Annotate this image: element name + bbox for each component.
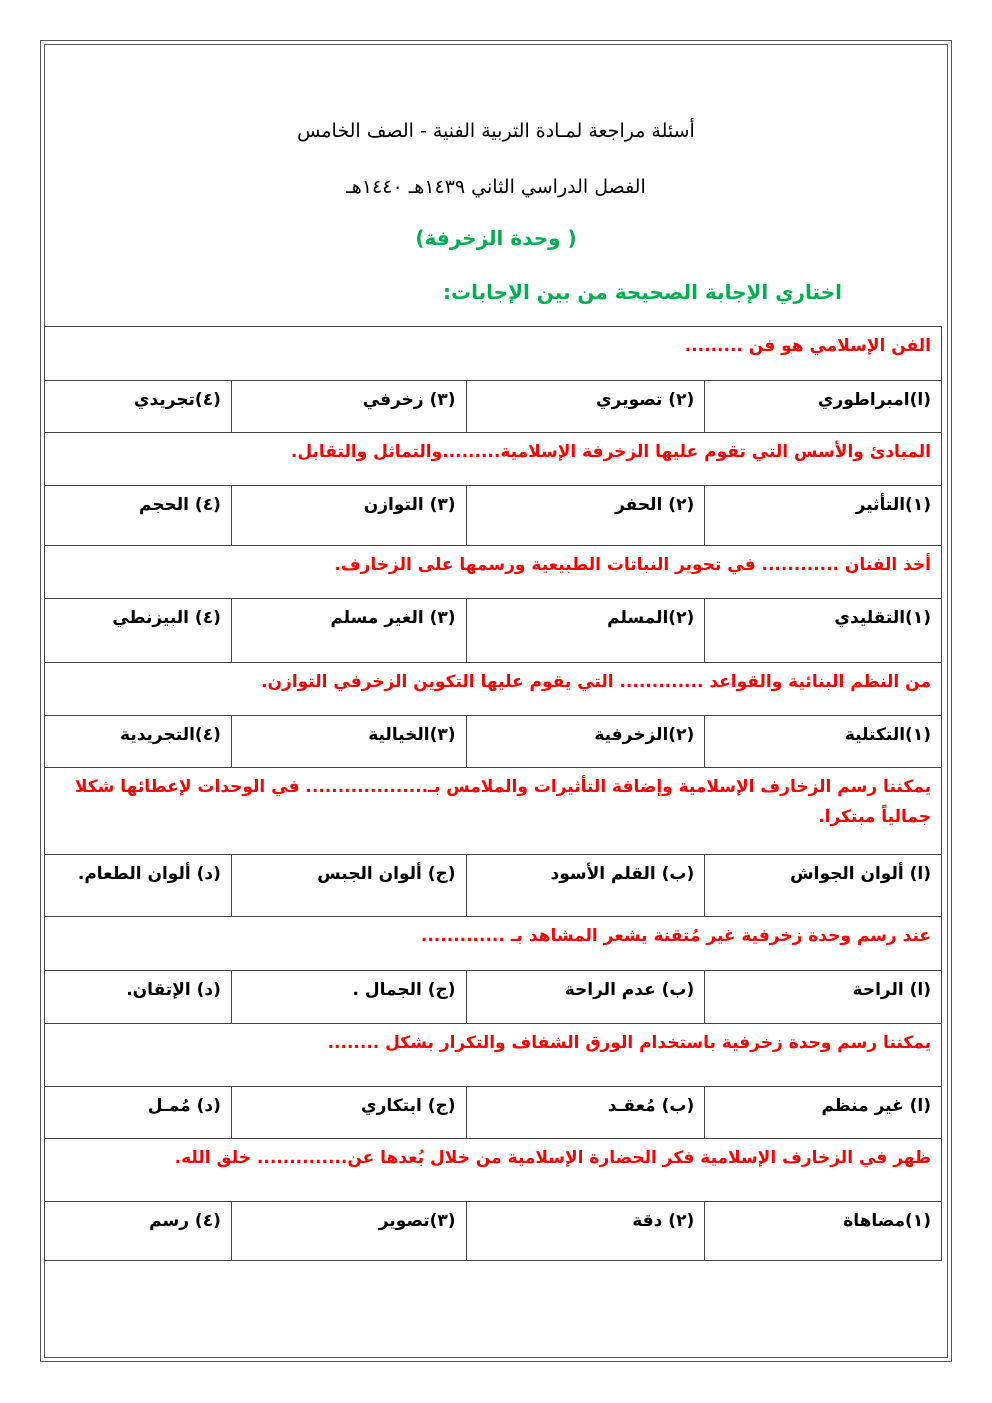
option-4[interactable]: (٤)تجريدي <box>45 381 232 433</box>
option-2[interactable]: (٢) الحفر <box>466 486 705 546</box>
option-1[interactable]: (ا) الراحة <box>705 971 942 1024</box>
option-1[interactable]: (ا) ألوان الجواش <box>705 855 942 917</box>
instruction-text: اختاري الإجابة الصحيحة من بين الإجابات: <box>443 280 842 304</box>
option-3[interactable]: (ج) الجمال . <box>231 971 466 1024</box>
question-row <box>45 1139 942 1202</box>
options-row <box>45 855 942 917</box>
option-2[interactable]: (ب) القلم الأسود <box>466 855 705 917</box>
option-3[interactable]: (٣) التوازن <box>231 486 466 546</box>
question-row <box>45 663 942 716</box>
options-row <box>45 971 942 1024</box>
option-3[interactable]: (ج) ألوان الجبس <box>231 855 466 917</box>
question-row <box>45 433 942 486</box>
option-4[interactable]: (٤) رسم <box>45 1202 232 1261</box>
option-1[interactable]: (ا) غير منظم <box>705 1087 942 1139</box>
options-row <box>45 1202 942 1261</box>
option-4[interactable]: (٤) الحجم <box>45 486 232 546</box>
semester-line: الفصل الدراسي الثاني ١٤٣٩هـ ١٤٤٠هـ <box>346 176 646 198</box>
question-text: عند رسم وحدة زخرفية غير مُتقنة يشعر المشاهد بـ ............. <box>45 917 942 971</box>
option-2[interactable]: (٢)الزخرفية <box>466 716 705 768</box>
question-text: المبادئ والأسس التي تقوم عليها الزخرفة الإسلامية.........والتماثل والتقابل. <box>45 433 942 486</box>
question-row <box>45 768 942 855</box>
option-1[interactable]: (١)التكتلية <box>705 716 942 768</box>
question-text: الفن الإسلامي هو فن ......... <box>45 327 942 381</box>
question-row <box>45 327 942 381</box>
option-1[interactable]: (١)مضاهاة <box>705 1202 942 1261</box>
options-row <box>45 381 942 433</box>
option-4[interactable]: (٤) البيزنطي <box>45 599 232 663</box>
option-3[interactable]: (٣)الخيالية <box>231 716 466 768</box>
question-row <box>45 1024 942 1087</box>
option-4[interactable]: (٤)التجريدية <box>45 716 232 768</box>
question-row <box>45 546 942 599</box>
option-3[interactable]: (ج) ابتكاري <box>231 1087 466 1139</box>
options-row <box>45 599 942 663</box>
option-4[interactable]: (د) مُمـل <box>45 1087 232 1139</box>
option-3[interactable]: (٣) زخرفي <box>231 381 466 433</box>
option-4[interactable]: (د) ألوان الطعام. <box>45 855 232 917</box>
option-4[interactable]: (د) الإتقان. <box>45 971 232 1024</box>
worksheet-title: أسئلة مراجعة لمـادة التربية الفنية - الصف الخامس <box>297 120 695 142</box>
unit-title: ( وحدة الزخرفة) <box>415 226 577 250</box>
options-row <box>45 716 942 768</box>
option-2[interactable]: (ب) عدم الراحة <box>466 971 705 1024</box>
option-1[interactable]: (١)التأثير <box>705 486 942 546</box>
option-2[interactable]: (ب) مُعقـد <box>466 1087 705 1139</box>
option-3[interactable]: (٣) الغير مسلم <box>231 599 466 663</box>
question-text: أخذ الفنان ............ في تحوير النباتات الطبيعية ورسمها على الزخارف. <box>45 546 942 599</box>
question-row <box>45 917 942 971</box>
question-text: من النظم البنائية والقواعد ............. التي يقوم عليها التكوين الزخرفي التوازن. <box>45 663 942 716</box>
option-2[interactable]: (٢)المسلم <box>466 599 705 663</box>
questions-table <box>44 326 942 1261</box>
option-3[interactable]: (٣)تصوير <box>231 1202 466 1261</box>
option-1[interactable]: (ا)امبراطوري <box>705 381 942 433</box>
question-text: يمكننا رسم الزخارف الإسلامية وإضافة التأثيرات والملامس بـ................... في الوحدات لإعطائها شكلا جمالياً مبتكرا. <box>45 768 942 855</box>
option-2[interactable]: (٢) دقة <box>466 1202 705 1261</box>
question-text: ظهر في الزخارف الإسلامية فكر الحضارة الإسلامية من خلال بُعدها عن.............. خلق الله. <box>45 1139 942 1202</box>
question-text: يمكننا رسم وحدة زخرفية باستخدام الورق الشفاف والتكرار بشكل ........ <box>45 1024 942 1087</box>
options-row <box>45 1087 942 1139</box>
options-row <box>45 486 942 546</box>
option-1[interactable]: (١)التقليدي <box>705 599 942 663</box>
option-2[interactable]: (٢) تصويري <box>466 381 705 433</box>
